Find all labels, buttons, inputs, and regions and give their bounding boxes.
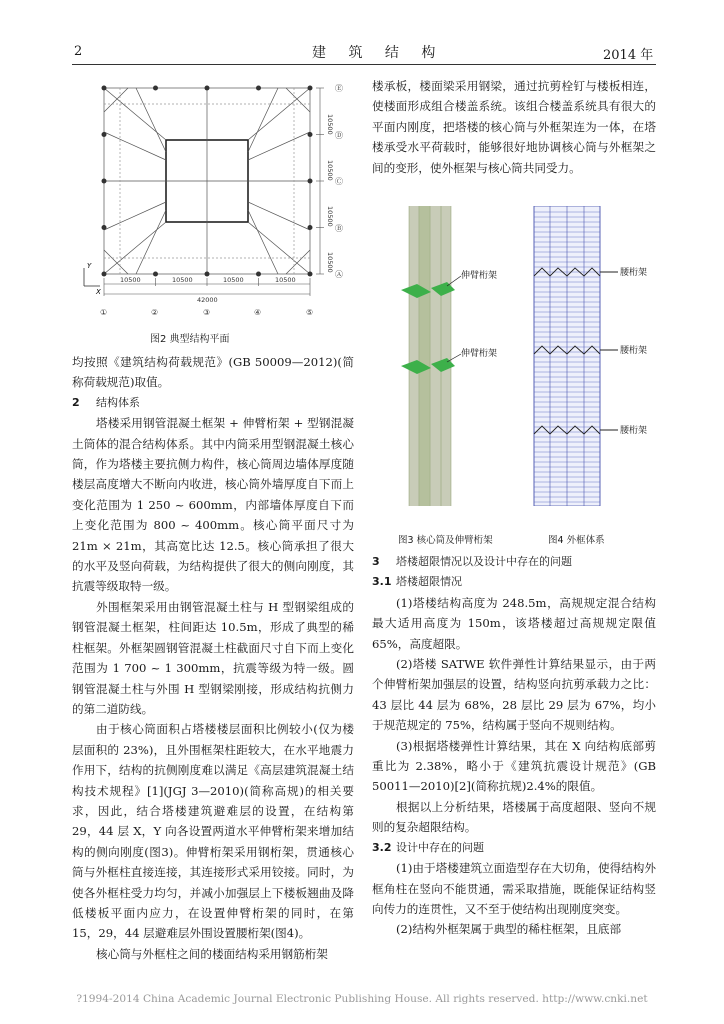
axis-A: Ⓐ (335, 270, 343, 279)
page-number: 2 (74, 44, 83, 59)
section-3-title: 塔楼超限情况以及设计中存在的问题 (396, 555, 572, 568)
axis-5: ⑤ (306, 308, 314, 317)
subsection-3-2-title: 设计中存在的问题 (396, 840, 484, 854)
belt-label-3: 腰桁架 (620, 426, 648, 436)
dim-bottom-3: 10500 (223, 276, 244, 284)
outrigger-label-upper: 伸臂桁架 (461, 271, 498, 281)
section-2-number: 2 (72, 395, 80, 409)
paragraph-satwe: (2)塔楼 SATWE 软件弹性计算结果显示，由于两个伸臂桁架加强层的设置，结构竖向抗剪承载力之比：43 层比 44 层为 68%，28 层比 29 层为 67%，均小于规范规定的 75%，结构属于竖向不规则结构。 (372, 657, 656, 733)
section-3-number: 3 (372, 555, 380, 568)
axis-D: Ⓓ (335, 131, 343, 140)
left-column (72, 352, 354, 964)
subsection-3-1-number: 3.1 (372, 575, 392, 589)
dim-total: 42000 (197, 296, 218, 304)
figure-4-caption: 图4 外框体系 (548, 535, 605, 546)
paragraph-floor: 核心筒与外框柱之间的楼面结构采用钢筋桁架 (96, 946, 328, 961)
dim-right-1: 10500 (326, 114, 334, 135)
axis-E: Ⓔ (335, 84, 343, 93)
belt-label-2: 腰桁架 (620, 346, 648, 356)
figure-4-frame (530, 206, 656, 506)
dim-bottom-2: 10500 (172, 276, 193, 284)
axis-2: ② (151, 308, 159, 317)
section-3-heading (372, 552, 656, 572)
right-column-top (372, 76, 656, 178)
axis-C: Ⓒ (335, 177, 343, 186)
copyright-footer: ?1994-2014 China Academic Journal Electronic Publishing House. All rights reserved. http://www.cnki.net (76, 993, 648, 1005)
header-rule (72, 64, 656, 65)
dim-bottom-1: 10500 (120, 276, 141, 284)
paragraph-outrigger: 由于核心筒面积占塔楼楼层面积比例较小(仅为楼层面积的 23%)，且外围框架柱距较大，在水平地震力作用下，结构的抗侧刚度难以满足《高层建筑混凝土结构技术规程》[1](JGJ 3—2010)(简称高规)的相关要求，因此，结合塔楼建筑避难层的设置，在结构第 29，44 层 X，Y 向各设置两道水平伸臂桁架来增加结构的侧向刚度(图3)。伸臂桁架采用钢桁架，贯通核心筒与外框柱直接连接，其连接形式采用铰接。同时，为使各外框柱受力均匀，并减小加强层上下楼板翘曲及降低楼板平面内应力，在设置伸臂桁架的同时，在第 15，29，44 层避难层外围设置腰桁架(图4)。 (72, 722, 354, 941)
outrigger-label-lower: 伸臂桁架 (461, 349, 498, 359)
axis-3: ③ (203, 308, 211, 317)
subsection-3-2-heading (372, 838, 656, 858)
subsection-3-1-heading (372, 572, 656, 592)
figure-2-caption: 图2 典型结构平面 (150, 334, 230, 345)
journal-title: 建 筑 结 构 (312, 45, 445, 61)
figure-3-caption: 图3 核心筒及伸臂桁架 (398, 535, 493, 546)
figure-2-plan (80, 82, 346, 320)
dim-right-4: 10500 (326, 252, 334, 273)
paragraph-issue-2: (2)结构外框架属于典型的稀柱框架，且底部 (396, 922, 622, 937)
paragraph-loads: 均按照《建筑结构荷载规范》(GB 50009—2012)(简称荷载规范)取值。 (72, 355, 354, 390)
paragraph-issue-1: (1)由于塔楼建筑立面造型存在大切角，使得结构外框角柱在竖向不能贯通，需采取措施，既能保证结构竖向传力的连贯性，又不至于使结构出现刚度突变。 (372, 861, 656, 916)
subsection-3-1-title: 塔楼超限情况 (396, 575, 462, 589)
paragraph-conclusion: 根据以上分析结果，塔楼属于高度超限、竖向不规则的复杂超限结构。 (372, 799, 656, 835)
axis-4: ④ (254, 308, 262, 317)
paragraph-frame: 外围框架采用由钢管混凝土柱与 H 型钢梁组成的钢管混凝土框架，柱间距达 10.5m，形成了典型的稀柱框架。外框架圆钢管混凝土柱截面尺寸自下而上变化范围为 1 700 ~ 1 300mm，抗震等级为特一级。圆钢管混凝土柱与外围 H 型钢梁刚接，形成结构抗侧力的第二道防线。 (72, 599, 354, 716)
right-column-bottom (372, 552, 656, 940)
figure-3-core-tube (395, 206, 525, 506)
paragraph-shear-ratio: (3)根据塔楼弹性计算结果，其在 X 向结构底部剪重比为 2.38%，略小于《建筑抗震设计规范》(GB 50011—2010)[2](简称抗规)2.4%的限值。 (372, 738, 656, 794)
axis-B: Ⓑ (335, 224, 343, 233)
dim-right-2: 10500 (326, 160, 334, 181)
paragraph-height: (1)塔楼结构高度为 248.5m，高规规定混合结构最大适用高度为 150m，该塔楼超过高规规定限值 65%，高度超限。 (372, 595, 656, 651)
paragraph-system: 塔楼采用钢管混凝土框架 + 伸臂桁架 + 型钢混凝土筒体的混合结构体系。其中内筒采用型钢混凝土核心筒，作为塔楼主要抗侧力构件，核心筒周边墙体厚度随楼层高度增大不断向内收进，核心筒外墙厚度自下而上变化范围为 1 250 ~ 600mm，内部墙体厚度自下而上变化范围为 800 ~ 400mm。核心筒平面尺寸为 21m × 21m，其高宽比达 12.5。核心筒承担了很大的水平及竖向荷载，为结构提供了很大的侧向刚度，其抗震等级取特一级。 (72, 416, 354, 594)
section-2-title: 结构体系 (96, 395, 140, 409)
dim-right-3: 10500 (326, 206, 334, 227)
section-2-heading (72, 393, 354, 413)
journal-year: 2014 年 (603, 48, 654, 63)
dim-bottom-4: 10500 (275, 276, 296, 284)
subsection-3-2-number: 3.2 (372, 840, 392, 854)
axis-y-label: Y (87, 262, 92, 270)
paragraph-floor-cont: 楼承板，楼面梁采用钢梁，通过抗剪栓钉与楼板相连，使楼面形成组合楼盖系统。该组合楼盖系统具有很大的平面内刚度，把塔楼的核心筒与外框架连为一体，在塔楼承受水平荷载时，能够很好地协调核心筒与外框架之间的变形，使外框架与核心筒共同受力。 (372, 79, 656, 175)
axis-1: ① (100, 308, 108, 317)
belt-label-1: 腰桁架 (620, 268, 648, 278)
axis-x-label: X (96, 288, 101, 296)
